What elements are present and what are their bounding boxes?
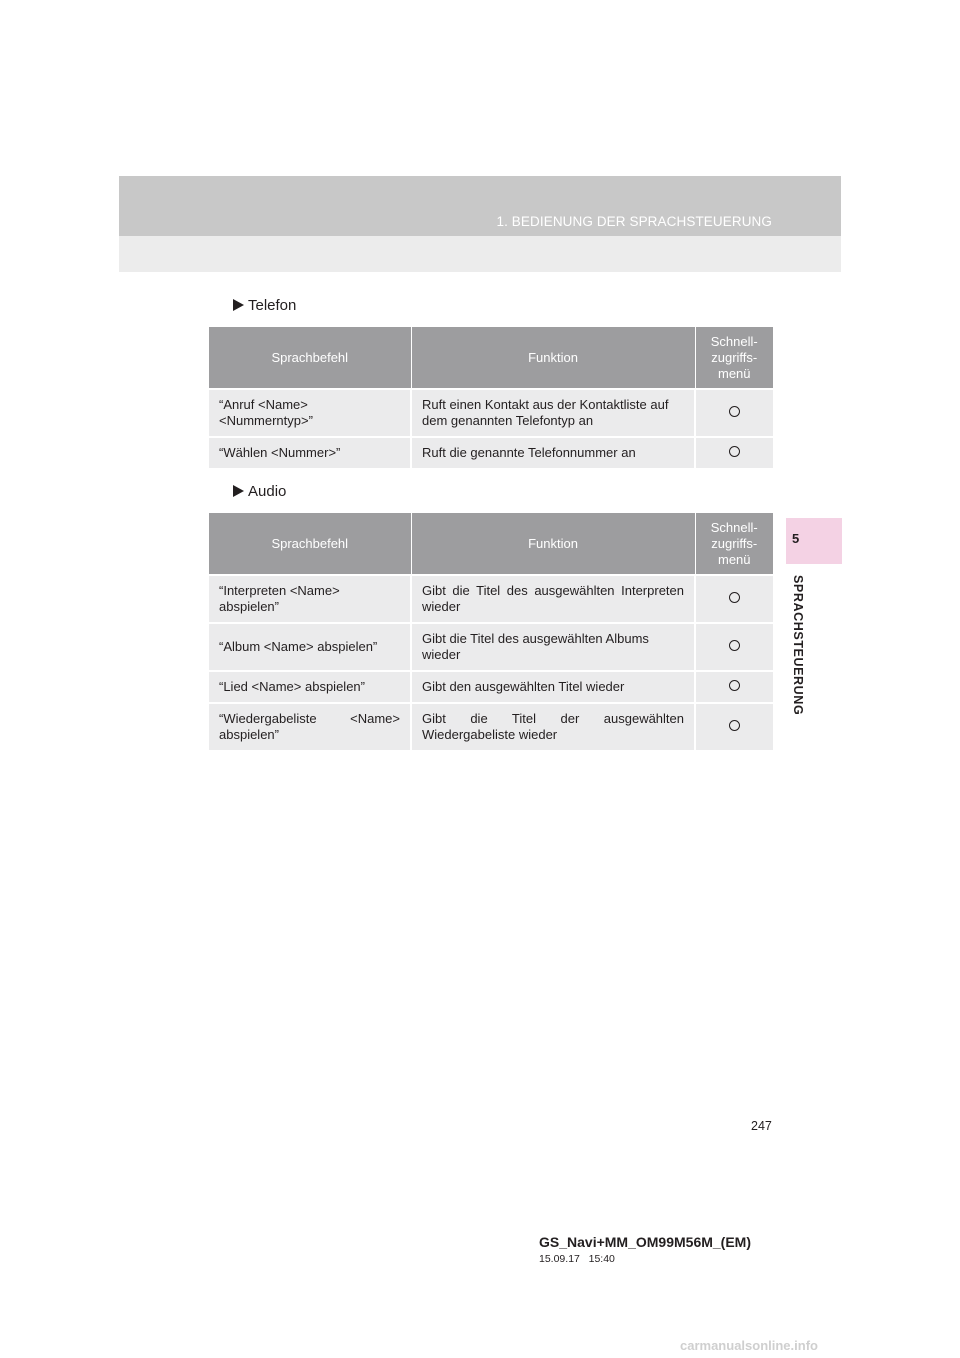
column-header-function: Funktion: [411, 513, 695, 575]
function-cell: Ruft die genannte Telefonnummer an: [411, 437, 695, 468]
document-code: GS_Navi+MM_OM99M56M_(EM): [539, 1234, 752, 1250]
chapter-number: 5: [792, 531, 800, 546]
shortcut-cell: [695, 575, 773, 623]
column-header-function: Funktion: [411, 327, 695, 389]
table-header-row: [209, 327, 773, 389]
document-timestamp: 15.09.17 15:40: [539, 1253, 615, 1265]
circle-mark-icon: [729, 446, 740, 457]
shortcut-cell: [695, 703, 773, 750]
table-row: [209, 437, 773, 468]
command-cell: “Wählen <Nummer>”: [209, 437, 411, 468]
page-number: 247: [751, 1119, 772, 1133]
function-cell: Gibt die Titel des ausgewählten Albums wieder: [411, 623, 695, 671]
shortcut-cell: [695, 389, 773, 437]
section-heading-text: Audio: [248, 483, 287, 500]
column-header-command: Sprachbefehl: [209, 327, 411, 389]
table-header-row: [209, 513, 773, 575]
column-header-shortcut: Schnell- zugriffs- menü: [695, 513, 773, 575]
table-row: [209, 703, 773, 750]
chapter-side-label: SPRACHSTEUERUNG: [791, 575, 805, 716]
telefon-command-table: [209, 327, 773, 468]
shortcut-cell: [695, 671, 773, 703]
function-cell: Ruft einen Kontakt aus der Kontaktliste auf dem genannten Telefontyp an: [411, 389, 695, 437]
circle-mark-icon: [729, 680, 740, 691]
circle-mark-icon: [729, 720, 740, 731]
table-row: [209, 389, 773, 437]
command-cell: “Album <Name> abspielen”: [209, 623, 411, 671]
command-cell: “Wiedergabeliste <Name> abspielen”: [209, 703, 411, 750]
function-cell: Gibt die Titel der ausgewählten Wiedergabeliste wieder: [411, 703, 695, 750]
column-header-shortcut: Schnell- zugriffs- menü: [695, 327, 773, 389]
section-heading-audio: [233, 483, 286, 500]
circle-mark-icon: [729, 406, 740, 417]
circle-mark-icon: [729, 592, 740, 603]
watermark: carmanualsonline.info: [680, 1338, 818, 1353]
triangle-bullet-icon: [233, 485, 244, 497]
section-heading-telefon: [233, 297, 296, 314]
chapter-title: 1. BEDIENUNG DER SPRACHSTEUERUNG: [496, 214, 772, 229]
shortcut-cell: [695, 623, 773, 671]
command-cell: “Anruf <Name> <Nummerntyp>”: [209, 389, 411, 437]
table-row: [209, 575, 773, 623]
section-heading-text: Telefon: [248, 297, 297, 314]
table-row: [209, 671, 773, 703]
header-subband: [119, 236, 841, 272]
shortcut-cell: [695, 437, 773, 468]
audio-command-table: [209, 513, 773, 750]
command-cell: “Lied <Name> abspielen”: [209, 671, 411, 703]
triangle-bullet-icon: [233, 299, 244, 311]
function-cell: Gibt den ausgewählten Titel wieder: [411, 671, 695, 703]
command-cell: “Interpreten <Name> abspielen”: [209, 575, 411, 623]
circle-mark-icon: [729, 640, 740, 651]
column-header-command: Sprachbefehl: [209, 513, 411, 575]
function-cell: Gibt die Titel des ausgewählten Interpreten wieder: [411, 575, 695, 623]
table-row: [209, 623, 773, 671]
